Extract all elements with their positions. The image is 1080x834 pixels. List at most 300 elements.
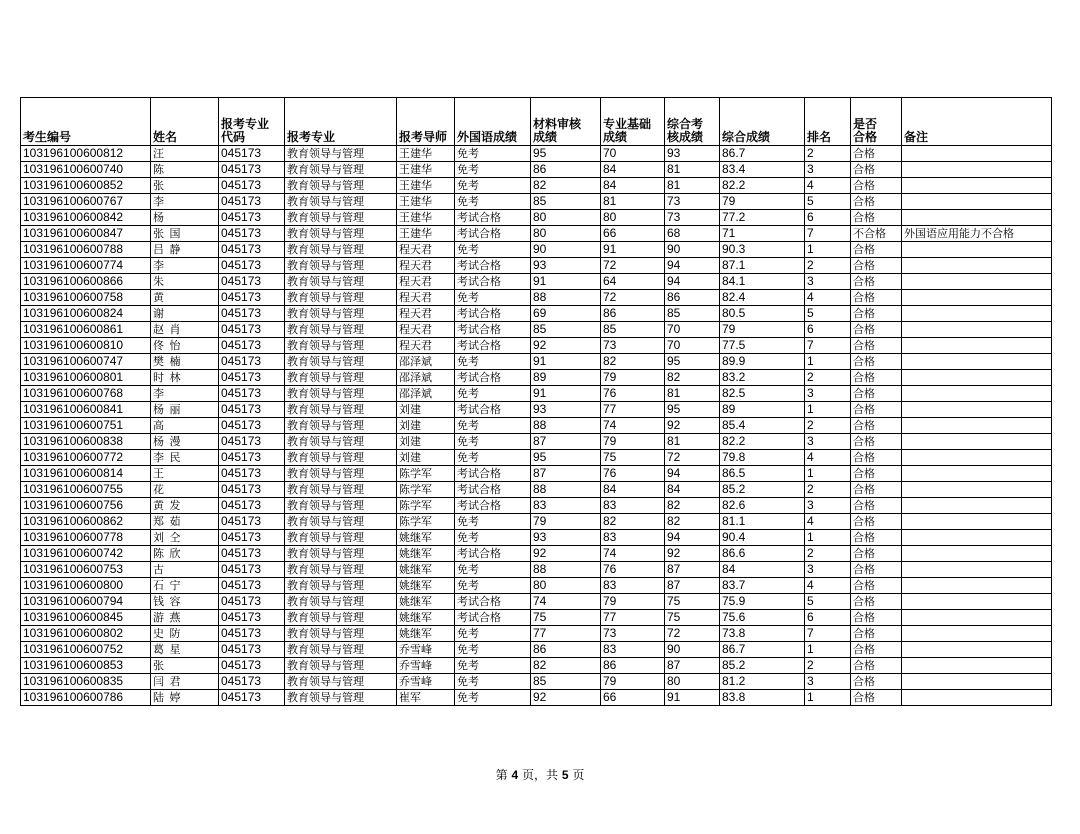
rank-cell: 1 (805, 642, 851, 658)
advisor-cell: 姚继军 (397, 610, 455, 626)
comprehensive-review-cell: 94 (665, 466, 720, 482)
professional-basics-cell: 83 (601, 498, 665, 514)
qualified-cell: 合格 (851, 306, 902, 322)
rank-cell: 4 (805, 578, 851, 594)
remarks-cell (902, 242, 1052, 258)
name-cell: 李 (151, 386, 219, 402)
total-score-cell: 84 (720, 562, 805, 578)
major-cell: 教育领导与管理 (285, 498, 397, 514)
advisor-cell: 邵泽斌 (397, 370, 455, 386)
table-row (21, 210, 1052, 226)
qualified-cell: 合格 (851, 146, 902, 162)
advisor-cell: 乔雪峰 (397, 674, 455, 690)
professional-basics-cell: 83 (601, 530, 665, 546)
major-cell: 教育领导与管理 (285, 530, 397, 546)
total-score-cell: 82.4 (720, 290, 805, 306)
professional-basics-cell: 79 (601, 434, 665, 450)
table-row (21, 514, 1052, 530)
remarks-cell (902, 626, 1052, 642)
name-cell: 史 防 (151, 626, 219, 642)
professional-basics-cell: 70 (601, 146, 665, 162)
foreign-language-cell: 免考 (455, 386, 531, 402)
name-cell: 钱 容 (151, 594, 219, 610)
comprehensive-review-cell: 90 (665, 242, 720, 258)
total-score-cell: 80.5 (720, 306, 805, 322)
advisor-cell: 程天君 (397, 338, 455, 354)
comprehensive-review-cell: 73 (665, 210, 720, 226)
comprehensive-review-cell: 84 (665, 482, 720, 498)
professional-basics-cell: 84 (601, 482, 665, 498)
advisor-cell: 姚继军 (397, 562, 455, 578)
total-score-cell: 77.2 (720, 210, 805, 226)
remarks-cell (902, 530, 1052, 546)
foreign-language-cell: 免考 (455, 626, 531, 642)
material-review-cell: 88 (531, 418, 601, 434)
major-code-cell: 045173 (219, 690, 285, 706)
exam-id-cell: 103196100600866 (21, 274, 151, 290)
name-cell: 杨 丽 (151, 402, 219, 418)
professional-basics-cell: 82 (601, 514, 665, 530)
comprehensive-review-cell: 91 (665, 690, 720, 706)
rank-cell: 6 (805, 610, 851, 626)
header-qualified: 是否 合格 (851, 98, 902, 146)
remarks-cell (902, 498, 1052, 514)
major-code-cell: 045173 (219, 274, 285, 290)
professional-basics-cell: 91 (601, 242, 665, 258)
name-cell: 时 林 (151, 370, 219, 386)
header-rank: 排名 (805, 98, 851, 146)
comprehensive-review-cell: 92 (665, 546, 720, 562)
professional-basics-cell: 77 (601, 402, 665, 418)
major-code-cell: 045173 (219, 258, 285, 274)
table-row (21, 466, 1052, 482)
name-cell: 佟 怡 (151, 338, 219, 354)
comprehensive-review-cell: 80 (665, 674, 720, 690)
rank-cell: 7 (805, 338, 851, 354)
name-cell: 石 宁 (151, 578, 219, 594)
major-cell: 教育领导与管理 (285, 626, 397, 642)
rank-cell: 3 (805, 274, 851, 290)
material-review-cell: 77 (531, 626, 601, 642)
exam-id-cell: 103196100600756 (21, 498, 151, 514)
material-review-cell: 95 (531, 146, 601, 162)
rank-cell: 2 (805, 258, 851, 274)
major-code-cell: 045173 (219, 194, 285, 210)
professional-basics-cell: 86 (601, 306, 665, 322)
major-cell: 教育领导与管理 (285, 434, 397, 450)
table-row (21, 658, 1052, 674)
major-cell: 教育领导与管理 (285, 690, 397, 706)
exam-id-cell: 103196100600747 (21, 354, 151, 370)
material-review-cell: 90 (531, 242, 601, 258)
name-cell: 李 (151, 194, 219, 210)
rank-cell: 1 (805, 466, 851, 482)
total-score-cell: 79.8 (720, 450, 805, 466)
total-score-cell: 82.2 (720, 434, 805, 450)
total-score-cell: 75.6 (720, 610, 805, 626)
material-review-cell: 93 (531, 402, 601, 418)
remarks-cell: 外国语应用能力不合格 (902, 226, 1052, 242)
total-score-cell: 86.5 (720, 466, 805, 482)
advisor-cell: 乔雪峰 (397, 642, 455, 658)
total-score-cell: 90.3 (720, 242, 805, 258)
qualified-cell: 合格 (851, 546, 902, 562)
rank-cell: 3 (805, 434, 851, 450)
header-exam-id: 考生编号 (21, 98, 151, 146)
major-cell: 教育领导与管理 (285, 594, 397, 610)
foreign-language-cell: 免考 (455, 578, 531, 594)
qualified-cell: 合格 (851, 466, 902, 482)
major-code-cell: 045173 (219, 226, 285, 242)
rank-cell: 3 (805, 674, 851, 690)
exam-id-cell: 103196100600774 (21, 258, 151, 274)
table-row (21, 530, 1052, 546)
exam-id-cell: 103196100600845 (21, 610, 151, 626)
remarks-cell (902, 338, 1052, 354)
table-row (21, 146, 1052, 162)
advisor-cell: 程天君 (397, 258, 455, 274)
major-cell: 教育领导与管理 (285, 322, 397, 338)
exam-id-cell: 103196100600753 (21, 562, 151, 578)
footer-prefix: 第 (495, 768, 512, 782)
remarks-cell (902, 642, 1052, 658)
remarks-cell (902, 178, 1052, 194)
material-review-cell: 75 (531, 610, 601, 626)
qualified-cell: 合格 (851, 194, 902, 210)
comprehensive-review-cell: 82 (665, 514, 720, 530)
exam-id-cell: 103196100600853 (21, 658, 151, 674)
remarks-cell (902, 562, 1052, 578)
comprehensive-review-cell: 82 (665, 498, 720, 514)
advisor-cell: 王建华 (397, 210, 455, 226)
exam-id-cell: 103196100600772 (21, 450, 151, 466)
qualified-cell: 合格 (851, 242, 902, 258)
major-code-cell: 045173 (219, 658, 285, 674)
name-cell: 陆 婷 (151, 690, 219, 706)
table-row (21, 690, 1052, 706)
major-code-cell: 045173 (219, 322, 285, 338)
major-code-cell: 045173 (219, 626, 285, 642)
qualified-cell: 合格 (851, 658, 902, 674)
advisor-cell: 程天君 (397, 322, 455, 338)
material-review-cell: 85 (531, 674, 601, 690)
table-row (21, 274, 1052, 290)
rank-cell: 7 (805, 626, 851, 642)
material-review-cell: 93 (531, 530, 601, 546)
foreign-language-cell: 考试合格 (455, 498, 531, 514)
remarks-cell (902, 274, 1052, 290)
remarks-cell (902, 610, 1052, 626)
qualified-cell: 合格 (851, 354, 902, 370)
major-code-cell: 045173 (219, 338, 285, 354)
remarks-cell (902, 354, 1052, 370)
advisor-cell: 刘建 (397, 434, 455, 450)
qualified-cell: 合格 (851, 386, 902, 402)
rank-cell: 2 (805, 482, 851, 498)
remarks-cell (902, 578, 1052, 594)
foreign-language-cell: 免考 (455, 434, 531, 450)
qualified-cell: 合格 (851, 562, 902, 578)
foreign-language-cell: 免考 (455, 642, 531, 658)
advisor-cell: 邵泽斌 (397, 354, 455, 370)
professional-basics-cell: 83 (601, 578, 665, 594)
material-review-cell: 74 (531, 594, 601, 610)
remarks-cell (902, 402, 1052, 418)
qualified-cell: 合格 (851, 578, 902, 594)
major-cell: 教育领导与管理 (285, 290, 397, 306)
professional-basics-cell: 72 (601, 258, 665, 274)
exam-id-cell: 103196100600852 (21, 178, 151, 194)
total-score-cell: 86.7 (720, 642, 805, 658)
total-score-cell: 73.8 (720, 626, 805, 642)
professional-basics-cell: 75 (601, 450, 665, 466)
comprehensive-review-cell: 95 (665, 402, 720, 418)
material-review-cell: 83 (531, 498, 601, 514)
qualified-cell: 合格 (851, 674, 902, 690)
foreign-language-cell: 免考 (455, 450, 531, 466)
comprehensive-review-cell: 72 (665, 626, 720, 642)
table-row (21, 578, 1052, 594)
qualified-cell: 合格 (851, 418, 902, 434)
total-score-cell: 86.7 (720, 146, 805, 162)
foreign-language-cell: 免考 (455, 242, 531, 258)
foreign-language-cell: 免考 (455, 146, 531, 162)
foreign-language-cell: 免考 (455, 690, 531, 706)
exam-id-cell: 103196100600788 (21, 242, 151, 258)
rank-cell: 4 (805, 290, 851, 306)
exam-id-cell: 103196100600778 (21, 530, 151, 546)
advisor-cell: 姚继军 (397, 626, 455, 642)
professional-basics-cell: 85 (601, 322, 665, 338)
major-code-cell: 045173 (219, 354, 285, 370)
name-cell: 王 (151, 466, 219, 482)
remarks-cell (902, 370, 1052, 386)
rank-cell: 2 (805, 546, 851, 562)
total-score-cell: 79 (720, 194, 805, 210)
major-cell: 教育领导与管理 (285, 306, 397, 322)
rank-cell: 4 (805, 450, 851, 466)
professional-basics-cell: 77 (601, 610, 665, 626)
major-code-cell: 045173 (219, 434, 285, 450)
total-score-cell: 79 (720, 322, 805, 338)
rank-cell: 3 (805, 498, 851, 514)
major-cell: 教育领导与管理 (285, 162, 397, 178)
qualified-cell: 合格 (851, 338, 902, 354)
major-code-cell: 045173 (219, 482, 285, 498)
foreign-language-cell: 免考 (455, 418, 531, 434)
table-row (21, 482, 1052, 498)
material-review-cell: 79 (531, 514, 601, 530)
major-code-cell: 045173 (219, 306, 285, 322)
major-code-cell: 045173 (219, 546, 285, 562)
table-row (21, 322, 1052, 338)
major-cell: 教育领导与管理 (285, 418, 397, 434)
material-review-cell: 85 (531, 322, 601, 338)
advisor-cell: 乔雪峰 (397, 658, 455, 674)
remarks-cell (902, 194, 1052, 210)
major-code-cell: 045173 (219, 562, 285, 578)
major-code-cell: 045173 (219, 514, 285, 530)
table-row (21, 674, 1052, 690)
major-cell: 教育领导与管理 (285, 146, 397, 162)
foreign-language-cell: 免考 (455, 514, 531, 530)
total-score-cell: 85.4 (720, 418, 805, 434)
name-cell: 汪 (151, 146, 219, 162)
table-row (21, 258, 1052, 274)
foreign-language-cell: 考试合格 (455, 338, 531, 354)
foreign-language-cell: 考试合格 (455, 274, 531, 290)
name-cell: 葛 星 (151, 642, 219, 658)
exam-id-cell: 103196100600812 (21, 146, 151, 162)
remarks-cell (902, 466, 1052, 482)
major-code-cell: 045173 (219, 370, 285, 386)
advisor-cell: 程天君 (397, 306, 455, 322)
comprehensive-review-cell: 85 (665, 306, 720, 322)
total-score-cell: 82.6 (720, 498, 805, 514)
material-review-cell: 88 (531, 562, 601, 578)
comprehensive-review-cell: 95 (665, 354, 720, 370)
remarks-cell (902, 306, 1052, 322)
professional-basics-cell: 76 (601, 386, 665, 402)
table-row (21, 642, 1052, 658)
header-advisor: 报考导师 (397, 98, 455, 146)
material-review-cell: 86 (531, 642, 601, 658)
professional-basics-cell: 84 (601, 162, 665, 178)
remarks-cell (902, 418, 1052, 434)
advisor-cell: 姚继军 (397, 546, 455, 562)
major-code-cell: 045173 (219, 178, 285, 194)
remarks-cell (902, 514, 1052, 530)
total-score-cell: 83.4 (720, 162, 805, 178)
major-cell: 教育领导与管理 (285, 610, 397, 626)
table-row (21, 290, 1052, 306)
foreign-language-cell: 免考 (455, 178, 531, 194)
exam-id-cell: 103196100600835 (21, 674, 151, 690)
major-cell: 教育领导与管理 (285, 402, 397, 418)
professional-basics-cell: 73 (601, 338, 665, 354)
major-code-cell: 045173 (219, 642, 285, 658)
header-professional-basics: 专业基础 成绩 (601, 98, 665, 146)
name-cell: 郑 茹 (151, 514, 219, 530)
foreign-language-cell: 考试合格 (455, 210, 531, 226)
foreign-language-cell: 考试合格 (455, 466, 531, 482)
table-row (21, 498, 1052, 514)
material-review-cell: 88 (531, 290, 601, 306)
remarks-cell (902, 546, 1052, 562)
remarks-cell (902, 258, 1052, 274)
advisor-cell: 陈学军 (397, 466, 455, 482)
major-cell: 教育领导与管理 (285, 546, 397, 562)
table-header-row (21, 98, 1052, 146)
exam-id-cell: 103196100600810 (21, 338, 151, 354)
total-score-cell: 84.1 (720, 274, 805, 290)
exam-id-cell: 103196100600847 (21, 226, 151, 242)
rank-cell: 4 (805, 178, 851, 194)
table-row (21, 178, 1052, 194)
name-cell: 刘 仝 (151, 530, 219, 546)
rank-cell: 4 (805, 514, 851, 530)
professional-basics-cell: 72 (601, 290, 665, 306)
qualified-cell: 合格 (851, 594, 902, 610)
remarks-cell (902, 210, 1052, 226)
material-review-cell: 82 (531, 658, 601, 674)
rank-cell: 5 (805, 306, 851, 322)
comprehensive-review-cell: 72 (665, 450, 720, 466)
foreign-language-cell: 免考 (455, 562, 531, 578)
rank-cell: 1 (805, 530, 851, 546)
advisor-cell: 王建华 (397, 226, 455, 242)
qualified-cell: 合格 (851, 482, 902, 498)
exam-id-cell: 103196100600841 (21, 402, 151, 418)
name-cell: 张 (151, 658, 219, 674)
footer-suffix: 页 (568, 768, 585, 782)
page-footer (0, 766, 1080, 783)
table-row (21, 434, 1052, 450)
major-cell: 教育领导与管理 (285, 370, 397, 386)
table-row (21, 370, 1052, 386)
professional-basics-cell: 84 (601, 178, 665, 194)
header-remarks: 备注 (902, 98, 1052, 146)
exam-id-cell: 103196100600842 (21, 210, 151, 226)
advisor-cell: 程天君 (397, 242, 455, 258)
major-code-cell: 045173 (219, 578, 285, 594)
major-code-cell: 045173 (219, 418, 285, 434)
rank-cell: 5 (805, 194, 851, 210)
remarks-cell (902, 322, 1052, 338)
comprehensive-review-cell: 75 (665, 610, 720, 626)
remarks-cell (902, 162, 1052, 178)
total-score-cell: 85.2 (720, 482, 805, 498)
comprehensive-review-cell: 81 (665, 434, 720, 450)
qualified-cell: 合格 (851, 370, 902, 386)
foreign-language-cell: 考试合格 (455, 402, 531, 418)
remarks-cell (902, 290, 1052, 306)
header-major: 报考专业 (285, 98, 397, 146)
professional-basics-cell: 73 (601, 626, 665, 642)
table-row (21, 386, 1052, 402)
exam-id-cell: 103196100600755 (21, 482, 151, 498)
exam-id-cell: 103196100600802 (21, 626, 151, 642)
advisor-cell: 刘建 (397, 402, 455, 418)
professional-basics-cell: 79 (601, 594, 665, 610)
qualified-cell: 合格 (851, 274, 902, 290)
foreign-language-cell: 免考 (455, 530, 531, 546)
total-score-cell: 82.5 (720, 386, 805, 402)
qualified-cell: 合格 (851, 322, 902, 338)
material-review-cell: 92 (531, 546, 601, 562)
rank-cell: 2 (805, 146, 851, 162)
name-cell: 闫 君 (151, 674, 219, 690)
qualified-cell: 合格 (851, 626, 902, 642)
results-table (20, 97, 1052, 706)
advisor-cell: 王建华 (397, 146, 455, 162)
foreign-language-cell: 免考 (455, 290, 531, 306)
comprehensive-review-cell: 81 (665, 162, 720, 178)
name-cell: 陈 (151, 162, 219, 178)
material-review-cell: 82 (531, 178, 601, 194)
material-review-cell: 91 (531, 354, 601, 370)
rank-cell: 3 (805, 386, 851, 402)
comprehensive-review-cell: 70 (665, 338, 720, 354)
advisor-cell: 姚继军 (397, 530, 455, 546)
name-cell: 黄 发 (151, 498, 219, 514)
table-row (21, 242, 1052, 258)
name-cell: 杨 (151, 210, 219, 226)
advisor-cell: 崔军 (397, 690, 455, 706)
comprehensive-review-cell: 75 (665, 594, 720, 610)
rank-cell: 3 (805, 562, 851, 578)
remarks-cell (902, 690, 1052, 706)
